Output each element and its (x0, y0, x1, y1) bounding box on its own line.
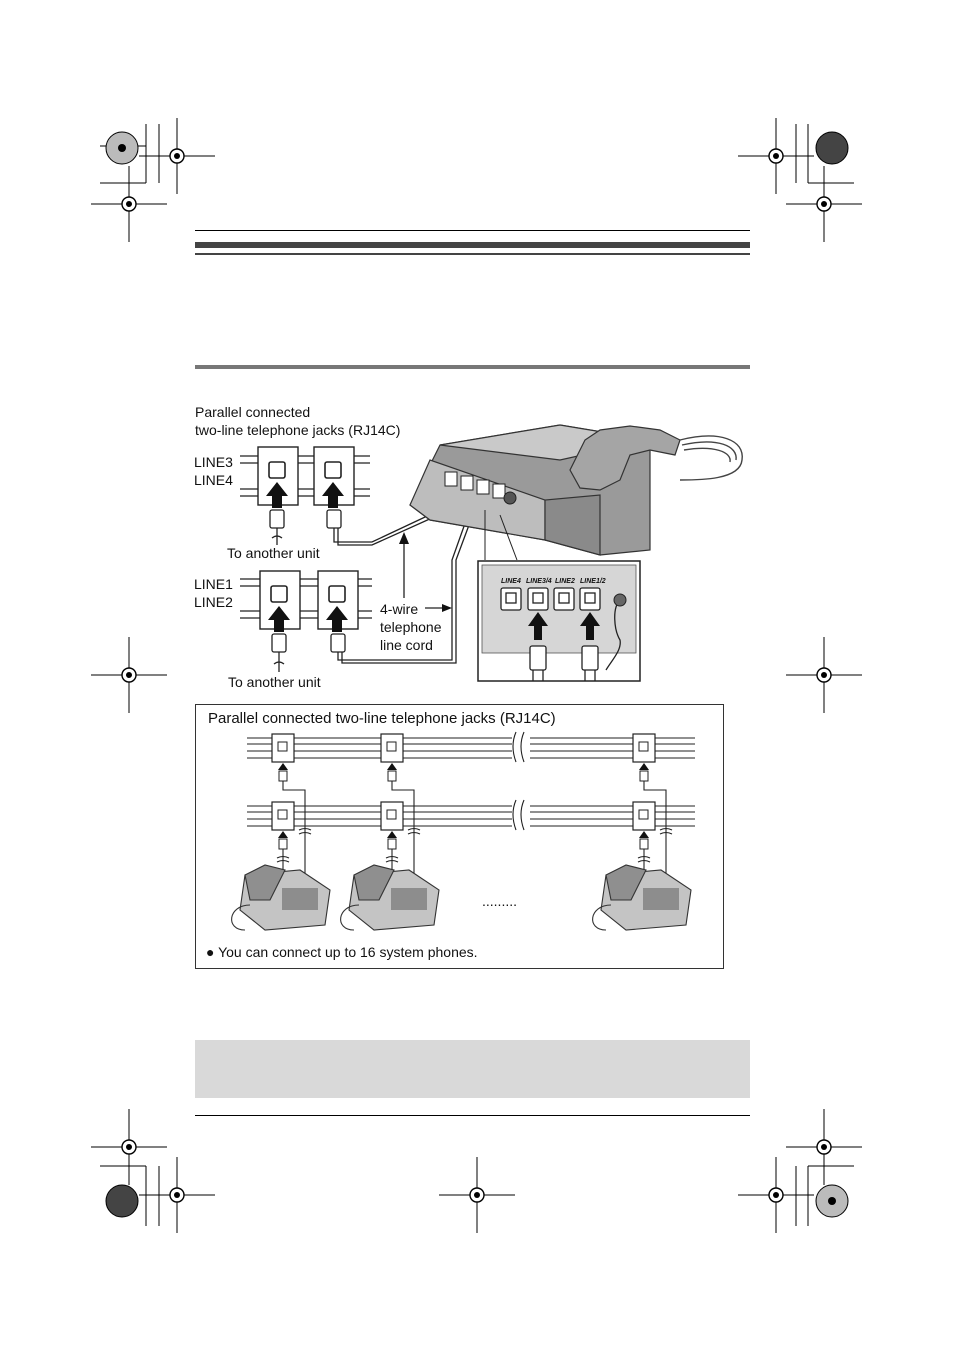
gray-note-bar (195, 1040, 750, 1098)
label-line2: LINE2 (194, 594, 233, 610)
port-label-line2: LINE2 (555, 578, 575, 585)
label-parallel-jacks-line1: Parallel connected (195, 404, 311, 420)
label-to-another-unit-2: To another unit (228, 674, 321, 690)
phones-ellipsis: ......... (482, 893, 518, 909)
label-parallel-jacks-line2: two-line telephone jacks (RJ14C) (195, 422, 401, 438)
label-cord-1: 4-wire (380, 601, 419, 617)
port-label-line4: LINE4 (501, 578, 521, 585)
port-label-line12: LINE1/2 (580, 578, 606, 585)
label-line1: LINE1 (194, 576, 233, 592)
label-to-another-unit-1: To another unit (227, 545, 320, 561)
label-line3: LINE3 (194, 454, 233, 470)
port-label-line34: LINE3/4 (526, 578, 552, 585)
label-cord-2: telephone (380, 619, 442, 635)
label-line4: LINE4 (194, 472, 233, 488)
footer-rule (195, 1115, 750, 1116)
label-cord-3: line cord (380, 637, 433, 653)
panel-title: Parallel connected two-line telephone jacks (RJ14C) (208, 710, 556, 727)
panel-note: ● You can connect up to 16 system phones. (206, 944, 478, 960)
